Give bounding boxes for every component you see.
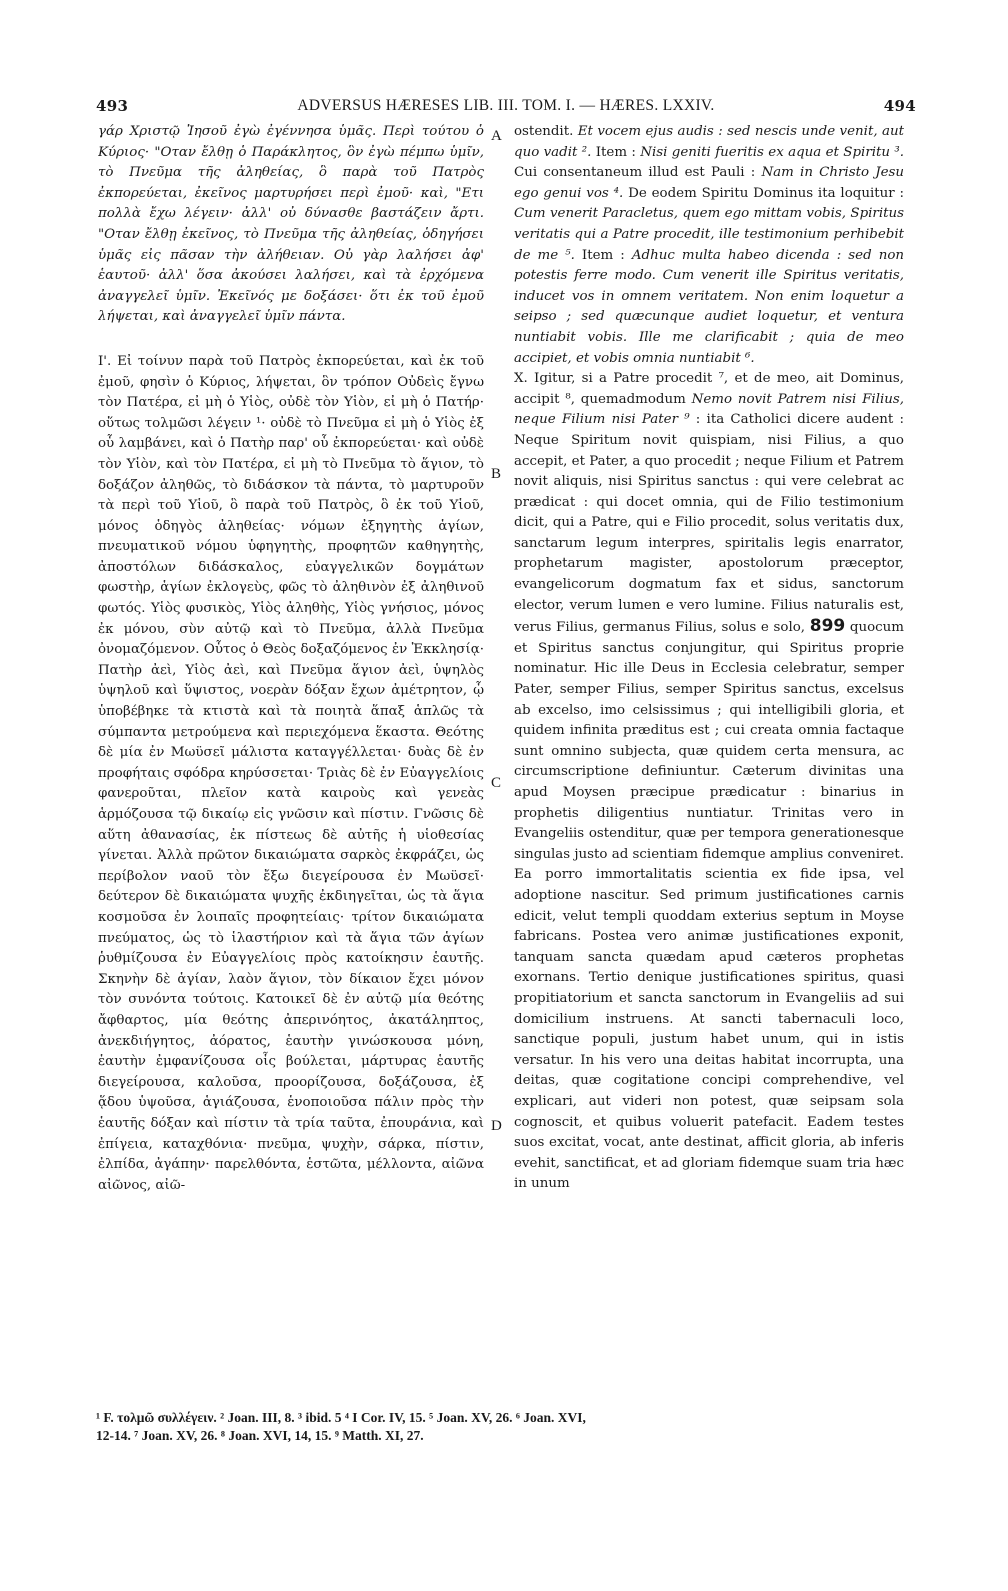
latin-paragraph-2 (514, 369, 904, 1195)
latin-quote: Nisi geniti fueritis ex aqua et Spiritu ³. (640, 144, 904, 160)
section-marker-d: D (491, 1118, 502, 1134)
footnote-line-1: ¹ F. τολμῶ συλλέγειν. ² Joan. III, 8. ³ ibid. 5 ⁴ I Cor. IV, 15. ⁵ Joan. XV, 26. ⁶ Joan. XVI, (96, 1410, 586, 1425)
latin-quote: Cum venerit Paracletus, quem ego mittam vobis, Spiritus veritatis qui a Patre procedit, ille testimonium perhibebit de me ⁵. (514, 206, 904, 263)
latin-text: : ita Catholici dicere audent : Neque Spiritum novit quispiam, nisi Filius, a quo accepit, et Pater, a quo procedit ; neque Filium et Patrem novit aliquis, nisi Spiritus sanctus : qui vere celebrat ac prædicat : qui docet omnia, qui de Filio testimonium dicit, qui a Patre, qui e Filio procedit, solus veritatis dux, sanctarum legum interpres, spiritalis legis enarrator, prophetarum magister, apostolorum præceptor, evangelicorum dogmatum fax et sidus, sanctorum elector, verum lumen e vero lumine. Filius naturalis est, verus Filius, germanus Filius, solus e solo, (514, 412, 904, 636)
section-marker-b: B (491, 466, 502, 482)
latin-text: Cui consentaneum illud est Pauli : (514, 165, 762, 181)
latin-text: quocum et Spiritus sanctus conjungitur, qui Spiritus proprie nominatur. Hic ille Deus in Ecclesia celebratur, semper Pater, semper Filius, semper Spiritus sanctus, excelsus ab excelso, imo celsissimus ; qui intelligibili gloria, et quidem infinita præditus est ; cui creata omnia factaque sunt omnino subjecta, quæ quidem certa mensura, ac circumscriptione definiuntur. Cæterum divinitas una apud Moysen præcipue prædicatur : binarius in prophetis diligentius nuntiatur. Trinitas vero in Evangeliis ostenditur, quæ per tempora generationesque singulas justo ad scientiam fidemque amplius conveniret. Ea porro immortalitatis scientia ex fide ipsa, vel adoptione nascitur. Sed primum justificationes carnis edicit, velut templi quoddam exterius septum in Moyse fabricans. Postea vero animæ justificationes exponit, tanquam sancta quædam apud cæteros prophetas exornans. Tertio denique justificationes spiritus, quasi propitiatorium et sancta sanctorum in Evangeliis ad sui domicilium instruens. At sancti tabernaculi loco, sanctique populi, justum habet unum, qui in istis versatur. In his vero una deitas habitat incorrupta, una deitas, quæ cogitatione concipi comprehendive, vel explicari, aut videri non potest, quæ seipsam sola cognoscit, et quibus voluerit patefacit. Eadem testes suos excitat, vocat, ante destinat, afficit gloria, ab inferis evehit, sanctificat, et ad gloriam fidemque suam tria hæc in unum (514, 620, 904, 1192)
latin-quote: Adhuc multa habeo dicenda : sed non potestis ferre modo. Cum venerit ille Spiritus veritatis, inducet vos in omnem veritatem. Non enim loquetur a seipso ; sed quæcunque audiet loquetur, et ventura nuntiabit vobis. Ille me clarificabit ; quia de meo accipiet, et vobis omnia nuntiabit ⁶. (514, 247, 904, 366)
greek-paragraph-1: γάρ Χριστῷ Ἰησοῦ ἐγὼ ἐγέννησα ὑμᾶς. Περὶ τούτου ὁ Κύριος· "Οταν ἔλθῃ ὁ Παράκλητος, ὃν ἐγὼ πέμπω ὑμῖν, τὸ Πνεῦμα τῆς ἀληθείας, ὃ παρὰ τοῦ Πατρὸς ἐκπορεύεται, ἐκεῖνος μαρτυρήσει περὶ ἐμοῦ· καὶ, "Ετι πολλὰ ἔχω λέγειν· ἀλλ' οὐ δύνασθε βαστάζειν ἄρτι. "Οταν ἔλθῃ ἐκεῖνος, τὸ Πνεῦμα τῆς ἀληθείας, ὁδηγήσει ὑμᾶς εἰς πᾶσαν τὴν ἀλήθειαν. Οὐ γὰρ λαλήσει ἀφ' ἑαυτοῦ· ἀλλ' ὅσα ἀκούσει λαλήσει, καὶ τὰ ἐρχόμενα ἀναγγελεῖ ὑμῖν. Ἐκεῖνός με δοξάσει· ὅτι ἐκ τοῦ ἐμοῦ λήψεται, καὶ ἀναγγελεῖ ὑμῖν πάντα. (98, 124, 484, 325)
latin-paragraph-1 (514, 122, 904, 369)
latin-text: ostendit. (514, 124, 578, 139)
page-number-left: 493 (96, 97, 129, 115)
latin-text: X. Igitur, si a Patre procedit ⁷, et de meo, ait Dominus, accipit ⁸, quemadmodum (514, 371, 904, 407)
latin-text: Item : (574, 247, 632, 263)
latin-text: De eodem Spiritu Dominus ita loquitur : (623, 185, 904, 201)
latin-column (514, 122, 904, 1402)
greek-paragraph-2: Ι'. Εἰ τοίνυν παρὰ τοῦ Πατρὸς ἐκπορεύεται, καὶ ἐκ τοῦ ἐμοῦ, φησὶν ὁ Κύριος, λήψεται, ὃν τρόπον Οὐδεὶς ἔγνω τὸν Πατέρα, εἰ μὴ ὁ Υἱὸς, οὐδὲ τὸν Υἱὸν, εἰ μὴ ὁ Πατήρ· οὕτως τολμῶσι λέγειν ¹· οὐδὲ τὸ Πνεῦμα εἰ μὴ ὁ Υἱὸς ἐξ οὗ λαμβάνει, καὶ ὁ Πατὴρ παρ' οὗ ἐκπορεύεται· καὶ οὐδὲ τὸν Υἱὸν, καὶ τὸν Πατέρα, εἰ μὴ τὸ Πνεῦμα τὸ ἅγιον, τὸ δοξάζον ἀληθῶς, τὸ διδάσκον τὰ πάντα, τὸ μαρτυροῦν τὰ περὶ τοῦ Υἱοῦ, ὃ παρὰ τοῦ Πατρὸς, ὃ ἐκ τοῦ Υἱοῦ, μόνος ὁδηγὸς ἀληθείας· νόμων ἐξηγητὴς ἁγίων, πνευματικοῦ νόμου ὑφηγητὴς, προφητῶν καθηγητὴς, ἀποστόλων διδάσκαλος, εὐαγγελικῶν δογμάτων φωστὴρ, ἁγίων ἐκλογεὺς, φῶς τὸ ἀληθινὸν ἐξ ἀληθινοῦ φωτός. Υἱὸς φυσικὸς, Υἱὸς ἀληθὴς, Υἱὸς γνήσιος, μόνος ἐκ μόνου, σὺν αὐτῷ καὶ τὸ Πνεῦμα, ἀλλὰ Πνεῦμα ὀνομαζόμενον. Οὗτος ὁ Θεὸς δοξαζόμενος ἐν Ἐκκλησίᾳ· Πατὴρ ἀεὶ, Υἱὸς ἀεὶ, καὶ Πνεῦμα ἅγιον ἀεὶ, ὑψηλὸς ὑψηλοῦ καὶ ὕψιστος, νοερὰν δόξαν ἔχων ἀμέτρητον, ᾧ ὑποβέβηκε τὰ κτιστὰ καὶ τὰ ποιητὰ ἅπαξ ἁπλῶς τὰ σύμπαντα μετρούμενα καὶ περιεχόμενα ἕκαστα. Θεότης δὲ μία ἐν Μωϋσεῖ μάλιστα καταγγέλλεται· δυὰς δὲ ἐν προφήταις σφόδρα κηρύσσεται· Τριὰς δὲ ἐν Εὐαγγελίοις φανεροῦται, πλεῖον κατὰ καιροὺς καὶ γενεὰς ἁρμόζουσα τῷ δικαίῳ εἰς γνῶσιν καὶ πίστιν. Γνῶσις δὲ αὕτη ἀθανασίας, ἐκ πίστεως δὲ αὐτῆς ἡ υἱοθεσίας γίνεται. Ἀλλὰ πρῶτον δικαιώματα σαρκὸς ἐκφράζει, ὡς περίβολον ναοῦ τὸν ἔξω διεγείρουσα ἐν Μωϋσεῖ· δεύτερον δὲ δικαιώματα ψυχῆς ἐκδιηγεῖται, ὡς τὰ ἅγια κοσμοῦσα ἐν λοιπαῖς προφητείαις· τρίτον δικαιώματα πνεύματος, ὡς τὸ ἱλαστήριον καὶ τὰ ἅγια τῶν ἁγίων ῥυθμίζουσα ἐν Εὐαγγελίοις πρὸς κατοίκησιν ἑαυτῆς. Σκηνὴν δὲ ἁγίαν, λαὸν ἅγιον, τὸν δίκαιον ἔχει μόνον τὸν συνόντα τούτοις. Κατοικεῖ δὲ ἐν αὐτῷ μία θεότης ἄφθαρτος, μία θεότης ἀπερινόητος, ἀκατάληπτος, ἀνεκδιήγητος, ἀόρατος, ἑαυτὴν γινώσκουσα μόνη, ἑαυτὴν ἐμφανίζουσα οἷς βούλεται, μάρτυρας ἑαυτῆς διεγείρουσα, καλοῦσα, προορίζουσα, δοξάζουσα, ἐξ ᾅδου ὑψοῦσα, ἁγιάζουσα, ἑνοποιοῦσα πάλιν πρὸς τὴν ἑαυτῆς δόξαν καὶ πίστιν τὰ τρία ταῦτα, ἐπουράνια, καὶ ἐπίγεια, καταχθόνια· πνεῦμα, ψυχὴν, σάρκα, πίστιν, ἐλπίδα, ἀγάπην· παρελθόντα, ἑστῶτα, μέλλοντα, αἰῶνα αἰῶνος, αἰῶ- (98, 353, 484, 1193)
greek-column (98, 122, 484, 1402)
latin-quote: Et vocem ejus audis : sed nescis unde venit, aut quo vadit ². (514, 124, 904, 160)
latin-quote: Nemo novit Patrem nisi Filius, neque Filium nisi Pater ⁹ (514, 391, 904, 428)
page-number-right: 494 (883, 97, 916, 115)
latin-text: Item : (591, 144, 641, 160)
running-header (96, 93, 916, 123)
footnotes (96, 1409, 916, 1445)
section-marker-c: C (491, 775, 502, 791)
edition-page-number: 899 (809, 616, 846, 637)
latin-quote: Nam in Christo Jesu ego genui vos ⁴. (514, 165, 904, 201)
section-marker-a: A (491, 128, 502, 144)
footnote-line-2: 12-14. ⁷ Joan. XV, 26. ⁸ Joan. XVI, 14, 15. ⁹ Matth. XI, 27. (96, 1428, 424, 1443)
running-title: ADVERSUS HÆRESES LIB. III. TOM. I. — HÆRES. LXXIV. (297, 97, 715, 114)
